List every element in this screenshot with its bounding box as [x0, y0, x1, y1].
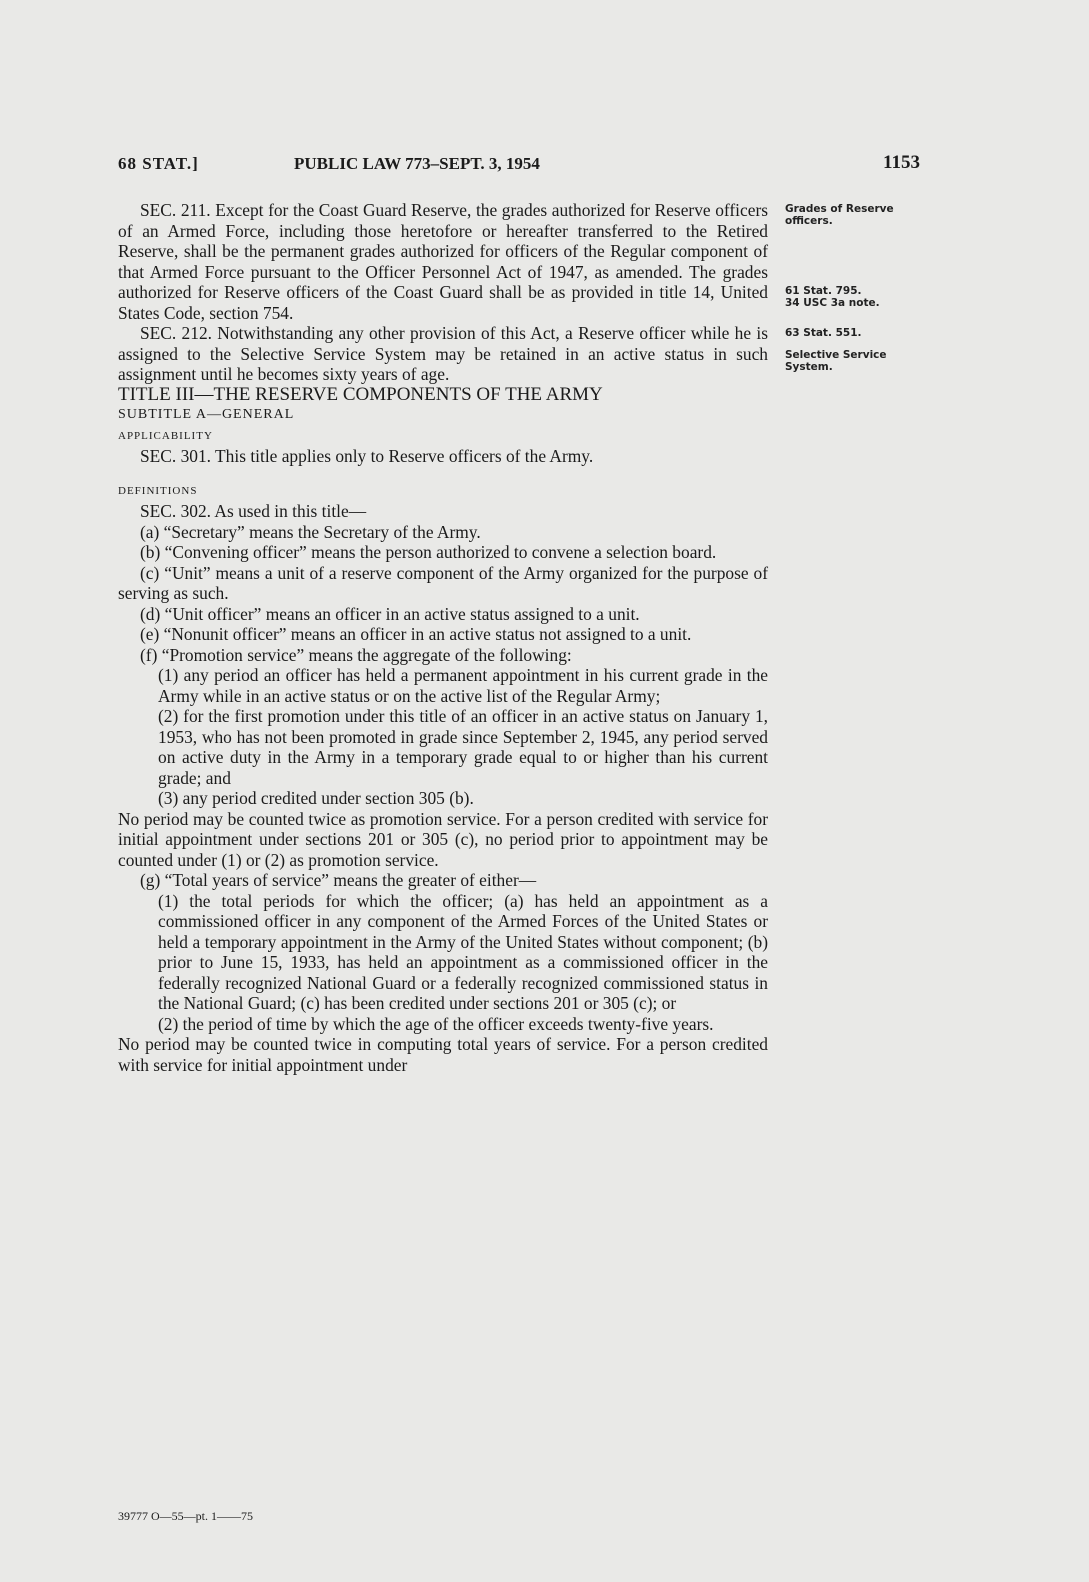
- title-heading: TITLE III—THE RESERVE COMPONENTS OF THE ARMY: [118, 383, 603, 405]
- section-302: SEC. 302. As used in this title—: [140, 501, 367, 521]
- definition-g-2: (2) the period of time by which the age of the officer exceeds twenty-five years.: [158, 1013, 714, 1034]
- definition-c: (c) “Unit” means a unit of a reserve component of the Army organized for the purpose of serving as such.: [118, 562, 768, 603]
- definition-f-tail: No period may be counted twice as promotion service. For a person credited with service for initial appointment under sections 201 or 305 (c), no period prior to appointment may be counted under (1) or (2) as promotion service.: [118, 808, 768, 870]
- definition-d: (d) “Unit officer” means an officer in an active status assigned to a unit.: [140, 603, 640, 624]
- margin-note-selective-service: Selective Service System.: [785, 349, 887, 373]
- section-212: SEC. 212. Notwithstanding any other provision of this Act, a Reserve officer while he is assigned to the Selective Service System may be retained in an active status in such assignment until he becomes sixty years of age.: [118, 323, 768, 384]
- definition-f-3: (3) any period credited under section 305 (b).: [158, 788, 474, 808]
- print-code-footer: 39777 O—55—pt. 1——75: [118, 1509, 253, 1523]
- volume-reference: 68 STAT.]: [118, 154, 199, 173]
- section-211: SEC. 211. Except for the Coast Guard Reserve, the grades authorized for Reserve officers of an Armed Force, including those heretofore or hereafter transferred to the Retired Reserve, shall be the permanent grades authorized for officers of the Regular component of that Armed Force pursuant to the Officer Personnel Act of 1947, as amended. The grades authorized for Reserve officers of the Coast Guard shall be as provided in title 14, United States Code, section 754.: [118, 200, 768, 323]
- margin-note-63-stat: 63 Stat. 551.: [785, 327, 862, 339]
- running-title: PUBLIC LAW 773–SEPT. 3, 1954: [294, 154, 540, 173]
- definition-f: (f) “Promotion service” means the aggregate of the following:: [140, 644, 572, 665]
- definition-g: (g) “Total years of service” means the greater of either—: [140, 870, 537, 890]
- page-header: [118, 152, 920, 176]
- definition-b: (b) “Convening officer” means the person authorized to convene a selection board.: [140, 542, 717, 562]
- definitions-heading: DEFINITIONS: [118, 484, 198, 497]
- page-number: 1153: [883, 152, 920, 173]
- definition-f-2: (2) for the first promotion under this title of an officer in an active status on January 1, 1953, who has not been promoted in grade since September 2, 1945, any period served on active duty in the Army in a temporary grade equal to or higher than his current grade; and: [158, 706, 768, 788]
- definition-g-tail: No period may be counted twice in computing total years of service. For a person credited with service for initial appointment under: [118, 1034, 768, 1075]
- definition-g-1: (1) the total periods for which the officer; (a) has held an appointment as a commissioned officer in any component of the Armed Forces of the United States or held a temporary appointment in the Army of the United States without component; (b) prior to June 15, 1933, has held an appointment as a commissioned officer in the federally recognized National Guard or a federally recognized commissioned status in the National Guard; (c) has been credited under sections 201 or 305 (c); or: [158, 890, 768, 1013]
- definition-e: (e) “Nonunit officer” means an officer in an active status not assigned to a unit.: [140, 624, 692, 644]
- section-301: SEC. 301. This title applies only to Reserve officers of the Army.: [140, 446, 594, 466]
- definition-f-1: (1) any period an officer has held a permanent appointment in his current grade in the Army while in an active status or on the active list of the Regular Army;: [158, 665, 768, 706]
- applicability-heading: APPLICABILITY: [118, 429, 213, 442]
- document-body: [118, 200, 768, 1075]
- margin-note-61-stat: 61 Stat. 795.: [785, 285, 862, 297]
- definition-a: (a) “Secretary” means the Secretary of the Army.: [140, 521, 481, 542]
- subtitle-heading: SUBTITLE A—GENERAL: [118, 407, 295, 422]
- margin-note-grades: Grades of Reserve officers.: [785, 203, 894, 227]
- margin-note-34-usc: 34 USC 3a note.: [785, 297, 880, 309]
